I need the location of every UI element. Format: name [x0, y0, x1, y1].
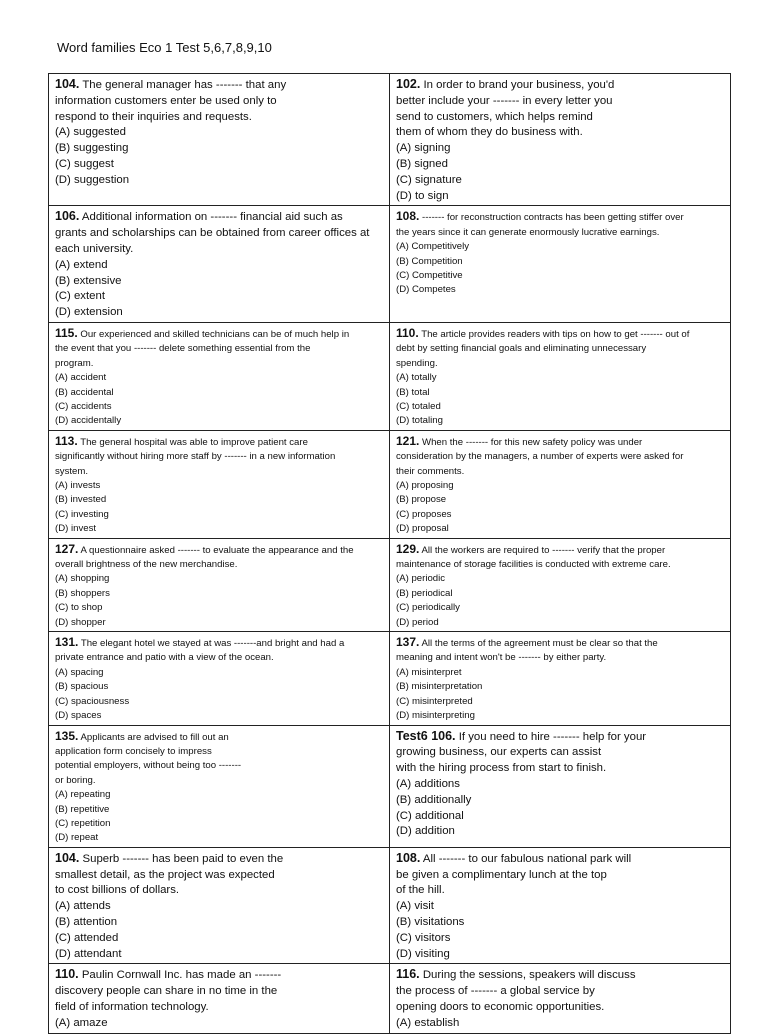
question-text: All ------- to our fabulous national park will [422, 852, 632, 865]
question-line [55, 94, 383, 110]
question-block [55, 851, 383, 963]
question-text: program. [55, 357, 94, 369]
answer-option: (C) signature [396, 173, 462, 186]
question-line [396, 542, 724, 558]
document-title: Word families Eco 1 Test 5,6,7,8,9,10 [57, 40, 272, 55]
question-line [396, 434, 724, 450]
table-row [49, 206, 731, 323]
question-text: better include your ------- in every letter you [396, 94, 613, 107]
question-table [48, 73, 731, 1034]
question-text: Applicants are advised to fill out an [80, 731, 229, 743]
question-line [55, 883, 383, 899]
question-line [396, 357, 724, 371]
question-text: Superb ------- has been paid to even the [82, 852, 284, 865]
answer-option: (A) invests [55, 480, 101, 492]
answer-option: (D) accidentally [55, 415, 122, 427]
question-block [396, 77, 724, 204]
question-line [55, 774, 383, 788]
question-number: 108. [396, 850, 421, 865]
question-text: each university. [55, 242, 134, 255]
question-text: Additional information on ------- financial aid such as [81, 211, 343, 224]
question-cell [49, 430, 390, 538]
question-line [396, 883, 724, 899]
question-text: system. [55, 465, 89, 477]
question-line [396, 984, 724, 1000]
table-row [49, 538, 731, 631]
answer-option: (B) invested [55, 494, 107, 506]
answer-option: (D) addition [396, 825, 455, 838]
question-text: with the hiring process from start to finish. [396, 762, 607, 775]
answer-option: (B) extensive [55, 274, 122, 287]
question-cell [49, 206, 390, 323]
question-block [55, 434, 383, 537]
question-block [396, 851, 724, 963]
question-line [55, 759, 383, 773]
question-block [55, 326, 383, 429]
answer-option: (D) shopper [55, 616, 106, 628]
answer-option: (C) periodically [396, 602, 460, 614]
question-line [55, 434, 383, 450]
answer-option: (D) to sign [396, 189, 449, 202]
question-line [55, 635, 383, 651]
question-block [396, 542, 724, 630]
question-block [55, 77, 383, 189]
answer-option: (A) spacing [55, 666, 104, 678]
question-line [396, 651, 724, 665]
question-line [55, 542, 383, 558]
question-text: consideration by the managers, a number of experts were asked for [396, 451, 684, 463]
question-number: 110. [55, 967, 79, 982]
answer-option: (B) visitations [396, 915, 465, 928]
question-block [396, 326, 724, 429]
question-line [396, 125, 724, 141]
question-line [396, 635, 724, 651]
question-text: the years since it can generate enormously lucrative earnings. [396, 226, 660, 238]
question-text: overall brightness of the new merchandise. [55, 559, 238, 571]
question-cell [49, 632, 390, 725]
answer-option: (A) additions [396, 777, 460, 790]
answer-option: (A) establish [396, 1016, 460, 1029]
question-text: be given a complimentary lunch at the top [396, 868, 607, 881]
question-line [396, 761, 724, 777]
question-cell [49, 322, 390, 430]
question-text: The elegant hotel we stayed at was -------and bright and had a [80, 638, 345, 650]
answer-option: (C) proposes [396, 508, 452, 520]
question-text: them of whom they do business with. [396, 126, 583, 139]
question-text: information customers enter be used only to [55, 94, 277, 107]
answer-option: (B) attention [55, 915, 118, 928]
question-line [396, 77, 724, 94]
answer-option: (B) suggesting [55, 142, 129, 155]
question-block [55, 542, 383, 630]
question-number: 104. [55, 850, 80, 865]
answer-option: (C) suggest [55, 157, 114, 170]
answer-option: (D) spaces [55, 710, 102, 722]
question-text: spending. [396, 357, 438, 369]
table-row [49, 74, 731, 206]
answer-option: (B) spacious [55, 681, 109, 693]
answer-option: (C) extent [55, 290, 106, 303]
question-cell [49, 74, 390, 206]
question-text: Our experienced and skilled technicians can be of much help in [80, 328, 350, 340]
question-text: All the terms of the agreement must be clear so that the [421, 638, 658, 650]
question-text: All the workers are required to ------- verify that the proper [421, 544, 666, 556]
question-block [55, 967, 383, 1031]
question-line [55, 729, 383, 745]
question-line [396, 110, 724, 126]
answer-option: (C) repetition [55, 817, 111, 829]
question-number: 110. [396, 325, 419, 340]
question-line [55, 357, 383, 371]
question-line [396, 851, 724, 868]
question-text: During the sessions, speakers will discuss [422, 969, 636, 982]
answer-option: (B) total [396, 386, 430, 398]
question-number: 127. [55, 541, 79, 556]
question-number: 104. [55, 77, 80, 91]
question-cell [49, 725, 390, 847]
answer-option: (C) attended [55, 931, 119, 944]
question-text: the process of ------- a global service by [396, 985, 595, 998]
question-cell [390, 725, 731, 847]
question-number: 115. [55, 325, 78, 340]
question-line [55, 651, 383, 665]
question-text: discovery people can share in no time in the [55, 985, 278, 998]
question-line [396, 465, 724, 479]
question-line [396, 450, 724, 464]
answer-option: (A) signing [396, 142, 451, 155]
question-cell [49, 538, 390, 631]
question-text: or boring. [55, 774, 96, 786]
question-line [396, 558, 724, 572]
table-row [49, 322, 731, 430]
question-line [55, 77, 383, 94]
question-text: to cost billions of dollars. [55, 884, 180, 897]
table-row [49, 964, 731, 1033]
question-line [396, 1000, 724, 1016]
question-text: potential employers, without being too ------- [55, 760, 242, 772]
answer-option: (C) accidents [55, 400, 112, 412]
answer-option: (A) visit [396, 900, 434, 913]
question-block [55, 635, 383, 723]
question-line [55, 342, 383, 356]
question-text: debt by setting financial goals and eliminating unnecessary [396, 343, 647, 355]
question-text: respond to their inquiries and requests. [55, 110, 252, 123]
question-line [396, 226, 724, 240]
question-text: The general manager has ------- that any [82, 79, 287, 91]
answer-option: (A) misinterpret [396, 666, 462, 678]
table-row [49, 430, 731, 538]
question-cell [49, 964, 390, 1033]
answer-option: (D) proposal [396, 523, 449, 535]
question-block [396, 434, 724, 537]
question-block [55, 729, 383, 846]
answer-option: (A) accident [55, 372, 107, 384]
question-text: ------- for reconstruction contracts has been getting stiffer over [422, 212, 684, 224]
answer-option: (D) extension [55, 306, 123, 319]
question-line [55, 242, 383, 258]
answer-option: (C) Competitive [396, 270, 463, 281]
question-line [396, 94, 724, 110]
question-line [55, 465, 383, 479]
question-cell [390, 322, 731, 430]
answer-option: (B) Competition [396, 255, 463, 267]
question-text: of the hill. [396, 884, 445, 897]
question-text: When the ------- for this new safety policy was under [422, 436, 643, 448]
question-line [396, 326, 724, 342]
question-block [55, 209, 383, 321]
question-text: send to customers, which helps remind [396, 110, 593, 123]
table-row [49, 632, 731, 725]
question-cell [390, 538, 731, 631]
question-text: grants and scholarships can be obtained from career offices at [55, 227, 370, 240]
question-number: 129. [396, 541, 420, 556]
answer-option: (C) additional [396, 809, 464, 822]
answer-option: (D) period [396, 616, 439, 628]
question-line [55, 326, 383, 342]
question-text: maintenance of storage facilities is conducted with extreme care. [396, 559, 671, 571]
question-text: opening doors to economic opportunities. [396, 1000, 605, 1013]
question-line [55, 851, 383, 868]
answer-option: (D) misinterpreting [396, 710, 475, 722]
question-number: 137. [396, 635, 420, 650]
question-line [55, 209, 383, 226]
question-cell [390, 430, 731, 538]
question-text: smallest detail, as the project was expected [55, 868, 275, 881]
question-text: field of information technology. [55, 1000, 209, 1013]
answer-option: (B) misinterpretation [396, 681, 483, 693]
answer-option: (A) suggested [55, 126, 126, 139]
table-row [49, 847, 731, 964]
question-text: If you need to hire ------- help for your [458, 730, 647, 743]
question-text: In order to brand your business, you'd [423, 79, 615, 91]
answer-option: (A) proposing [396, 480, 454, 492]
question-text: application form concisely to impress [55, 745, 212, 757]
answer-option: (B) shoppers [55, 587, 110, 599]
answer-option: (D) Competes [396, 284, 456, 296]
table-row [49, 725, 731, 847]
question-line [396, 342, 724, 356]
answer-option: (C) totaled [396, 400, 441, 412]
question-line [55, 1000, 383, 1016]
answer-option: (A) attends [55, 900, 111, 913]
answer-option: (D) totaling [396, 415, 443, 427]
answer-option: (C) to shop [55, 602, 103, 614]
answer-option: (C) investing [55, 508, 109, 520]
question-number: 113. [55, 433, 78, 448]
question-line [396, 729, 724, 746]
question-text: A questionnaire asked ------- to evaluate the appearance and the [80, 544, 354, 556]
question-line [55, 745, 383, 759]
question-text: the event that you ------- delete something essential from the [55, 343, 311, 355]
question-block [396, 967, 724, 1031]
question-line [396, 967, 724, 984]
question-line [55, 967, 383, 984]
question-text: The article provides readers with tips on how to get ------- out of [421, 328, 690, 340]
question-number: 121. [396, 433, 420, 448]
answer-option: (D) visiting [396, 947, 450, 960]
answer-option: (A) shopping [55, 573, 110, 585]
question-text: meaning and intent won't be ------- by either party. [396, 652, 607, 664]
question-number: 131. [55, 635, 79, 650]
question-line [55, 984, 383, 1000]
answer-option: (B) repetitive [55, 803, 110, 815]
question-text: Paulin Cornwall Inc. has made an ------- [81, 969, 282, 982]
question-cell [390, 206, 731, 323]
question-text: growing business, our experts can assist [396, 746, 602, 759]
question-line [55, 450, 383, 464]
question-number: 135. [55, 728, 79, 743]
answer-option: (A) repeating [55, 789, 111, 801]
answer-option: (C) spaciousness [55, 695, 130, 707]
question-line [396, 868, 724, 884]
answer-option: (A) amaze [55, 1016, 108, 1029]
question-block [396, 635, 724, 723]
question-cell [390, 847, 731, 964]
question-number: 106. [55, 209, 80, 224]
question-cell [390, 74, 731, 206]
answer-option: (D) repeat [55, 832, 99, 844]
question-line [396, 745, 724, 761]
question-block [396, 209, 724, 297]
question-line [55, 226, 383, 242]
answer-option: (D) invest [55, 523, 97, 535]
question-number: 102. [396, 77, 421, 91]
question-line [55, 558, 383, 572]
answer-option: (C) visitors [396, 931, 451, 944]
answer-option: (B) periodical [396, 587, 453, 599]
answer-option: (B) additionally [396, 793, 472, 806]
question-text: their comments. [396, 465, 465, 477]
question-cell [390, 964, 731, 1033]
question-text: The general hospital was able to improve patient care [80, 436, 308, 448]
answer-option: (A) totally [396, 372, 437, 384]
answer-option: (D) attendant [55, 947, 122, 960]
question-line [55, 868, 383, 884]
answer-option: (B) accidental [55, 386, 114, 398]
question-number: 108. [396, 209, 420, 224]
answer-option: (A) extend [55, 258, 108, 271]
question-text: significantly without hiring more staff by ------- in a new information [55, 451, 336, 463]
answer-option: (C) misinterpreted [396, 695, 473, 707]
question-line [55, 110, 383, 126]
answer-option: (B) propose [396, 494, 447, 506]
question-cell [390, 632, 731, 725]
question-cell [49, 847, 390, 964]
answer-option: (B) signed [396, 157, 448, 170]
question-number: Test6 106. [396, 728, 456, 743]
answer-option: (A) periodic [396, 573, 446, 585]
question-block [396, 729, 724, 841]
question-text: private entrance and patio with a view of the ocean. [55, 652, 274, 664]
question-number: 116. [396, 967, 420, 982]
question-line [396, 209, 724, 225]
answer-option: (D) suggestion [55, 173, 130, 186]
answer-option: (A) Competitively [396, 241, 470, 253]
